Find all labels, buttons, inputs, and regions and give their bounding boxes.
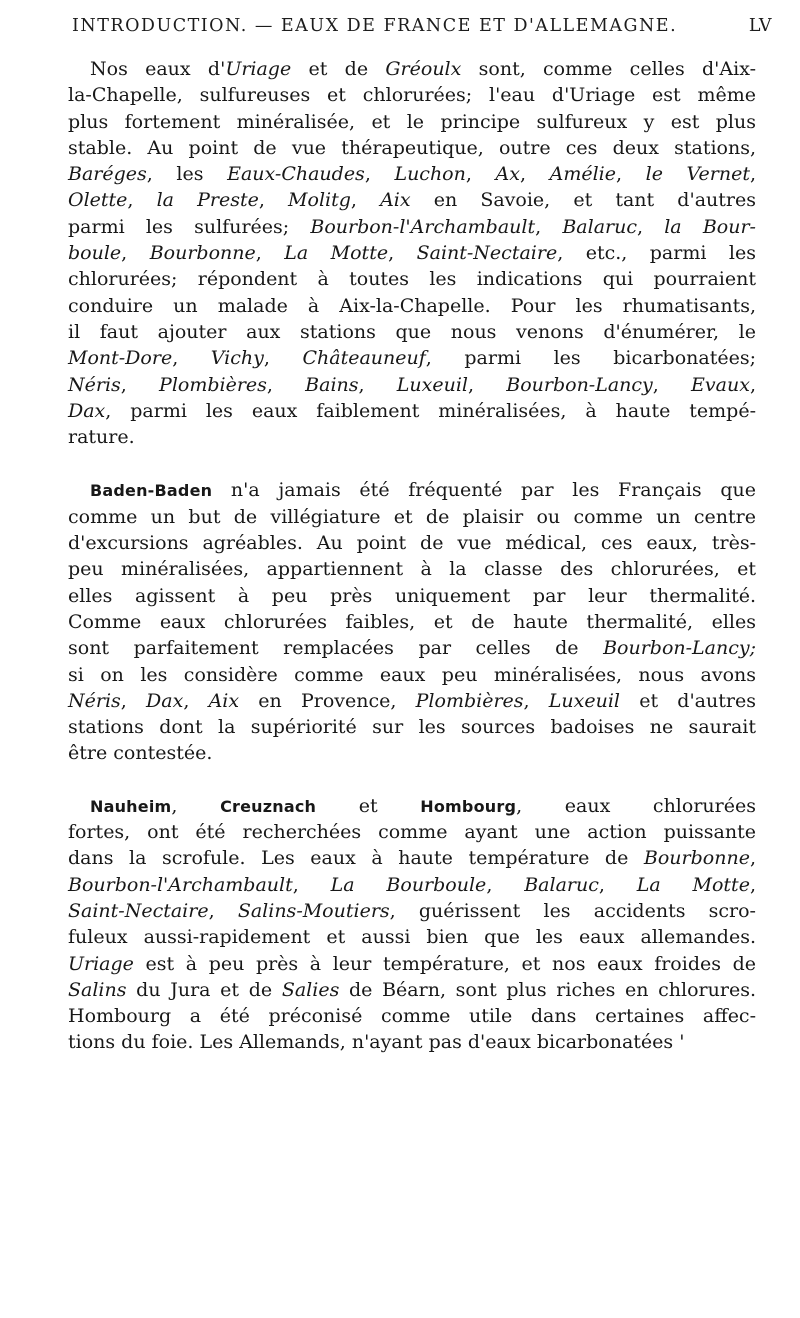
text-run: , — [749, 373, 756, 396]
text-run: , — [465, 163, 496, 186]
bold-keyword: Hombourg — [420, 796, 517, 816]
text-run: , etc., parmi les — [557, 242, 756, 265]
text-line — [68, 293, 756, 319]
italic-place-name: le Vernet — [645, 163, 750, 186]
text-run: si on les considère comme eaux peu minéralisées, nous avons — [68, 663, 756, 686]
text-run: , — [208, 899, 238, 922]
italic-place-name: Bourbon-Lancy — [506, 373, 653, 396]
text-run: , — [255, 242, 285, 265]
text-run: en Provence, — [239, 689, 416, 712]
text-line — [68, 951, 756, 977]
text-line — [68, 845, 756, 871]
text-run: , — [172, 347, 211, 370]
text-line — [68, 240, 756, 266]
italic-place-name: Bourbon-l'Archambault — [68, 873, 293, 896]
italic-place-name: Salins-Moutiers — [237, 899, 390, 922]
text-line — [68, 872, 756, 898]
text-run: fuleux aussi-rapidement et aussi bien que les eaux allemandes. — [68, 926, 756, 949]
bold-keyword: Creuznach — [220, 796, 317, 816]
text-run: , — [749, 847, 756, 870]
text-run: chlorurées; répondent à toutes les indications qui pourraient — [68, 268, 756, 291]
italic-place-name: La Bourboule — [330, 873, 487, 896]
italic-place-name: Balaruc — [562, 215, 637, 238]
text-line — [68, 688, 756, 714]
text-run: Nos eaux d' — [90, 58, 226, 80]
italic-place-name: Luchon — [394, 163, 466, 186]
bold-keyword: Nauheim — [90, 796, 172, 816]
text-line — [68, 819, 756, 845]
text-run: , parmi les eaux faiblement minéralisées, à haute tempé- — [105, 399, 756, 422]
italic-place-name: Luxeuil — [548, 689, 620, 712]
italic-place-name: Luxeuil — [396, 373, 468, 396]
text-run: , — [523, 689, 549, 712]
text-run: de Béarn, sont plus riches en chlorures. — [339, 978, 756, 1001]
running-header — [72, 16, 772, 46]
text-run: et de — [291, 58, 386, 80]
italic-place-name: Dax — [146, 689, 184, 712]
paragraph-baden-baden — [68, 477, 756, 766]
italic-place-name: Mont-Dore — [68, 347, 173, 370]
text-run: en Savoie, et tant d'autres — [410, 189, 756, 212]
italic-place-name: Olette — [68, 189, 128, 212]
text-line — [68, 319, 756, 345]
text-run: , — [388, 242, 417, 265]
text-run: , — [749, 873, 756, 896]
text-run: est à peu près à leur température, et nos eaux froides de — [133, 952, 756, 975]
text-run: rature. — [68, 426, 135, 449]
italic-place-name: Néris — [68, 373, 121, 396]
text-line — [68, 135, 756, 161]
italic-place-name: Bains — [305, 373, 359, 396]
text-run: , guérissent les accidents scro- — [389, 899, 756, 922]
text-run: , — [486, 873, 525, 896]
text-run: , — [350, 189, 381, 212]
text-run: , — [358, 373, 397, 396]
text-run: tions du foie. Les Allemands, n'ayant pas d'eaux bicarbonatées ' — [68, 1031, 685, 1054]
text-run: , — [292, 873, 331, 896]
text-run: , — [120, 373, 160, 396]
text-run: stations dont la supériorité sur les sources badoises ne saurait — [68, 716, 756, 739]
italic-place-name: Châteauneuf — [302, 347, 426, 370]
text-run: , eaux chlorurées — [516, 794, 756, 817]
text-run: et — [316, 794, 421, 817]
text-line — [68, 977, 756, 1003]
text-line — [68, 556, 756, 582]
text-run: , — [615, 163, 646, 186]
text-line — [68, 530, 756, 556]
text-run: conduire un malade à Aix-la-Chapelle. Pour les rhumatisants, — [68, 294, 756, 317]
text-line — [68, 1003, 756, 1029]
italic-place-name: Ax — [495, 163, 520, 186]
text-run: sont parfaitement remplacées par celles de — [68, 637, 604, 660]
text-line — [68, 398, 756, 424]
text-run: , — [127, 189, 157, 212]
text-line — [68, 372, 756, 398]
text-line — [68, 714, 756, 740]
italic-place-name: Aix — [208, 689, 240, 712]
italic-place-name: Dax — [68, 399, 106, 422]
text-run: et d'autres — [620, 689, 756, 712]
text-line — [68, 504, 756, 530]
text-line — [68, 56, 756, 82]
text-line — [68, 109, 756, 135]
italic-place-name: Plombières — [159, 373, 267, 396]
italic-place-name: Molitg — [288, 189, 351, 212]
italic-place-name: Eaux-Chaudes — [227, 163, 365, 186]
text-run: plus fortement minéralisée, et le principe sulfureux y est plus — [68, 110, 756, 133]
italic-place-name: Saint-Nectaire — [68, 899, 209, 922]
paragraph-nauheim-creuznach-hombourg — [68, 793, 756, 1056]
text-line — [68, 740, 756, 766]
italic-place-name: Bourbon-l'Archambault — [310, 215, 536, 238]
running-title: INTRODUCTION. — EAUX DE FRANCE ET D'ALLEMAGNE. — [72, 16, 678, 36]
text-line — [68, 898, 756, 924]
text-run: , — [171, 794, 221, 817]
text-line — [68, 82, 756, 108]
text-run: du Jura et de — [126, 978, 282, 1001]
text-run: , — [258, 189, 289, 212]
bold-keyword: Baden-Baden — [90, 481, 213, 501]
text-line — [68, 161, 756, 187]
italic-place-name: Amélie — [549, 163, 616, 186]
italic-place-name: Vichy — [210, 347, 264, 370]
page-body — [68, 56, 756, 1056]
text-line — [68, 793, 756, 819]
italic-place-name: Balaruc — [524, 873, 599, 896]
text-line — [68, 1029, 756, 1055]
text-line — [68, 635, 756, 661]
italic-place-name: Salins — [68, 978, 127, 1001]
text-run: dans la scrofule. Les eaux à haute température de — [68, 847, 644, 870]
page-number: LV — [748, 16, 772, 36]
text-line — [68, 214, 756, 240]
text-run: , — [535, 215, 563, 238]
text-run: , — [519, 163, 550, 186]
italic-place-name: Aix — [380, 189, 411, 212]
text-run: la-Chapelle, sulfureuses et chlorurées; l'eau d'Uriage est même — [68, 84, 756, 107]
text-run: Comme eaux chlorurées faibles, et de haute thermalité, elles — [68, 610, 756, 633]
text-run: , parmi les bicarbonatées; — [425, 347, 756, 370]
text-run: sont, comme celles d'Aix- — [461, 58, 756, 80]
italic-place-name: boule — [68, 242, 122, 265]
text-run: être contestée. — [68, 742, 213, 765]
text-run: , — [637, 215, 665, 238]
text-line — [68, 583, 756, 609]
italic-place-name: Gréoulx — [385, 58, 462, 80]
italic-place-name: Salies — [281, 978, 340, 1001]
italic-place-name: Saint-Nectaire — [416, 242, 558, 265]
text-run: , — [183, 689, 209, 712]
text-run: , — [598, 873, 637, 896]
text-run: stable. Au point de vue thérapeutique, outre ces deux stations, — [68, 136, 756, 159]
italic-place-name: Uriage — [68, 952, 134, 975]
text-line — [68, 477, 756, 503]
text-run: , — [121, 242, 150, 265]
text-line — [68, 266, 756, 292]
italic-place-name: Néris — [68, 689, 121, 712]
text-line — [68, 424, 756, 450]
text-line — [68, 345, 756, 371]
text-run: , — [749, 163, 756, 186]
text-run: , — [364, 163, 395, 186]
text-run: il faut ajouter aux stations que nous venons d'énumérer, le — [68, 320, 756, 343]
text-run: parmi les sulfurées; — [68, 215, 311, 238]
text-run: , — [120, 689, 147, 712]
text-line — [68, 662, 756, 688]
italic-place-name: Evaux — [691, 373, 750, 396]
italic-place-name: Uriage — [225, 58, 292, 80]
text-run: comme un but de villégiature et de plaisir ou comme un centre — [68, 505, 756, 528]
text-run: , — [652, 373, 692, 396]
italic-place-name: Plombières — [415, 689, 524, 712]
italic-place-name: Baréges — [68, 163, 147, 186]
text-line — [68, 924, 756, 950]
italic-place-name: la Bour- — [664, 215, 756, 238]
text-run: fortes, ont été recherchées comme ayant une action puissante — [68, 821, 756, 844]
italic-place-name: La Motte — [636, 873, 750, 896]
paragraph-regional-stations — [68, 56, 756, 450]
italic-place-name: la Preste — [156, 189, 259, 212]
text-run: , — [468, 373, 507, 396]
text-run: , — [266, 373, 306, 396]
italic-place-name: Bourbonne — [643, 847, 750, 870]
text-run: n'a jamais été fréquenté par les Français que — [212, 479, 756, 502]
text-run: , — [263, 347, 303, 370]
italic-place-name: Bourbonne — [149, 242, 256, 265]
text-line — [68, 609, 756, 635]
text-line — [68, 187, 756, 213]
italic-place-name: La Motte — [284, 242, 389, 265]
text-run: peu minéralisées, appartiennent à la classe des chlorurées, et — [68, 558, 756, 581]
text-run: d'excursions agréables. Au point de vue médical, ces eaux, très- — [68, 532, 756, 555]
text-run: , les — [146, 163, 228, 186]
italic-place-name: Bourbon-Lancy; — [603, 637, 756, 660]
text-run: elles agissent à peu près uniquement par leur thermalité. — [68, 584, 756, 607]
text-run: Hombourg a été préconisé comme utile dans certaines affec- — [68, 1005, 756, 1028]
